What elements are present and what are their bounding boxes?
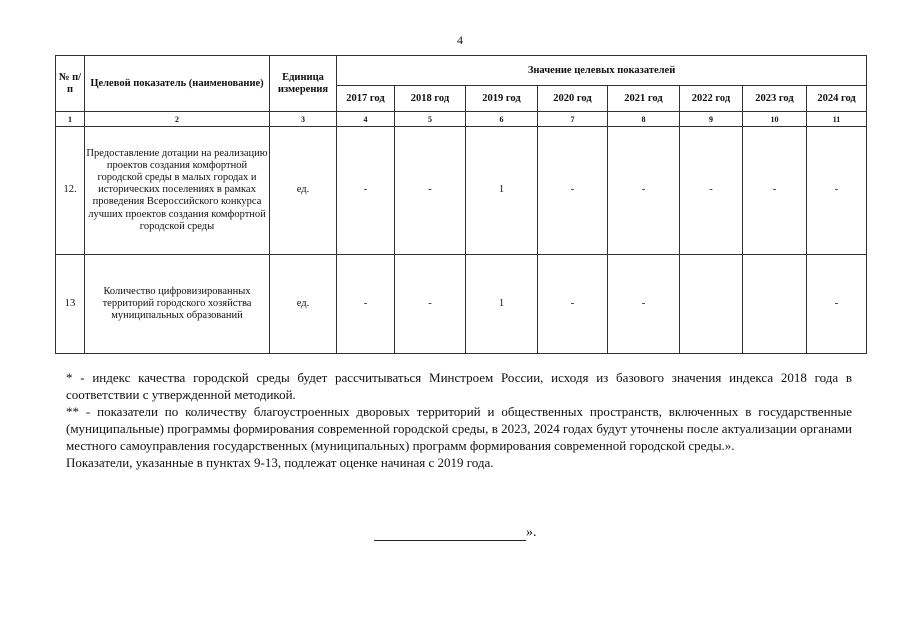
- column-number: 8: [608, 112, 680, 127]
- column-number: 2: [85, 112, 270, 127]
- page-number: 4: [457, 33, 463, 47]
- table-row: [56, 127, 867, 254]
- value-cell: -: [680, 127, 743, 254]
- value-cell: [743, 254, 807, 353]
- closing-line: [374, 525, 537, 541]
- row-number: 12.: [56, 127, 85, 254]
- header-unit: Единица измерения: [270, 56, 337, 112]
- value-cell: -: [743, 127, 807, 254]
- footnote-index-quality: * - индекс качества городской среды будет рассчитываться Минстроем России, исходя из базового значения индекса 2018 года в соответствии с утвержденной методикой.: [66, 370, 852, 402]
- footnote-programs: ** - показатели по количеству благоустроенных дворовых территорий и общественных пространств, включенных в государственные (муниципальные) программы формирования современной городской среды, в 2023, 2024 годах будут уточнены после актуализации органами местного самоуправления государственных (муниципальных) программ формирования современной городской среды.».: [66, 404, 852, 453]
- column-number: 7: [538, 112, 608, 127]
- column-number: 1: [56, 112, 85, 127]
- footnotes: [66, 369, 852, 471]
- header-year: 2019 год: [466, 86, 538, 112]
- indicator-name: Количество цифровизированных территорий городского хозяйства муниципальных образований: [85, 254, 270, 353]
- table-row: [56, 254, 867, 353]
- indicator-name: Предоставление дотации на реализацию проектов создания комфортной городской среды в малых городах и исторических поселениях в рамках проведения Всероссийского конкурса лучших проектов создания комфортной городской среды: [85, 127, 270, 254]
- header-year: 2024 год: [807, 86, 867, 112]
- column-number: 9: [680, 112, 743, 127]
- header-year: 2022 год: [680, 86, 743, 112]
- header-number: № п/п: [56, 56, 85, 112]
- signature-underline: [374, 526, 526, 541]
- value-cell: 1: [466, 127, 538, 254]
- header-year: 2023 год: [743, 86, 807, 112]
- note-evaluation: Показатели, указанные в пунктах 9-13, подлежат оценке начиная с 2019 года.: [66, 455, 494, 470]
- header-year: 2017 год: [337, 86, 395, 112]
- column-number-row: [56, 112, 867, 127]
- value-cell: -: [807, 254, 867, 353]
- closing-quote-mark: ».: [526, 525, 537, 540]
- value-cell: -: [337, 127, 395, 254]
- column-number: 11: [807, 112, 867, 127]
- header-year: 2020 год: [538, 86, 608, 112]
- value-cell: -: [337, 254, 395, 353]
- value-cell: -: [538, 127, 608, 254]
- column-number: 3: [270, 112, 337, 127]
- value-cell: -: [395, 127, 466, 254]
- value-cell: -: [538, 254, 608, 353]
- unit-cell: ед.: [270, 127, 337, 254]
- value-cell: 1: [466, 254, 538, 353]
- row-number: 13: [56, 254, 85, 353]
- value-cell: -: [395, 254, 466, 353]
- column-number: 5: [395, 112, 466, 127]
- header-indicator: Целевой показатель (наименование): [85, 56, 270, 112]
- value-cell: -: [807, 127, 867, 254]
- column-number: 6: [466, 112, 538, 127]
- value-cell: -: [608, 127, 680, 254]
- value-cell: [680, 254, 743, 353]
- column-number: 10: [743, 112, 807, 127]
- header-year: 2021 год: [608, 86, 680, 112]
- target-indicators-table: [55, 55, 867, 354]
- header-year: 2018 год: [395, 86, 466, 112]
- column-number: 4: [337, 112, 395, 127]
- header-values-group: Значение целевых показателей: [337, 56, 867, 86]
- value-cell: -: [608, 254, 680, 353]
- unit-cell: ед.: [270, 254, 337, 353]
